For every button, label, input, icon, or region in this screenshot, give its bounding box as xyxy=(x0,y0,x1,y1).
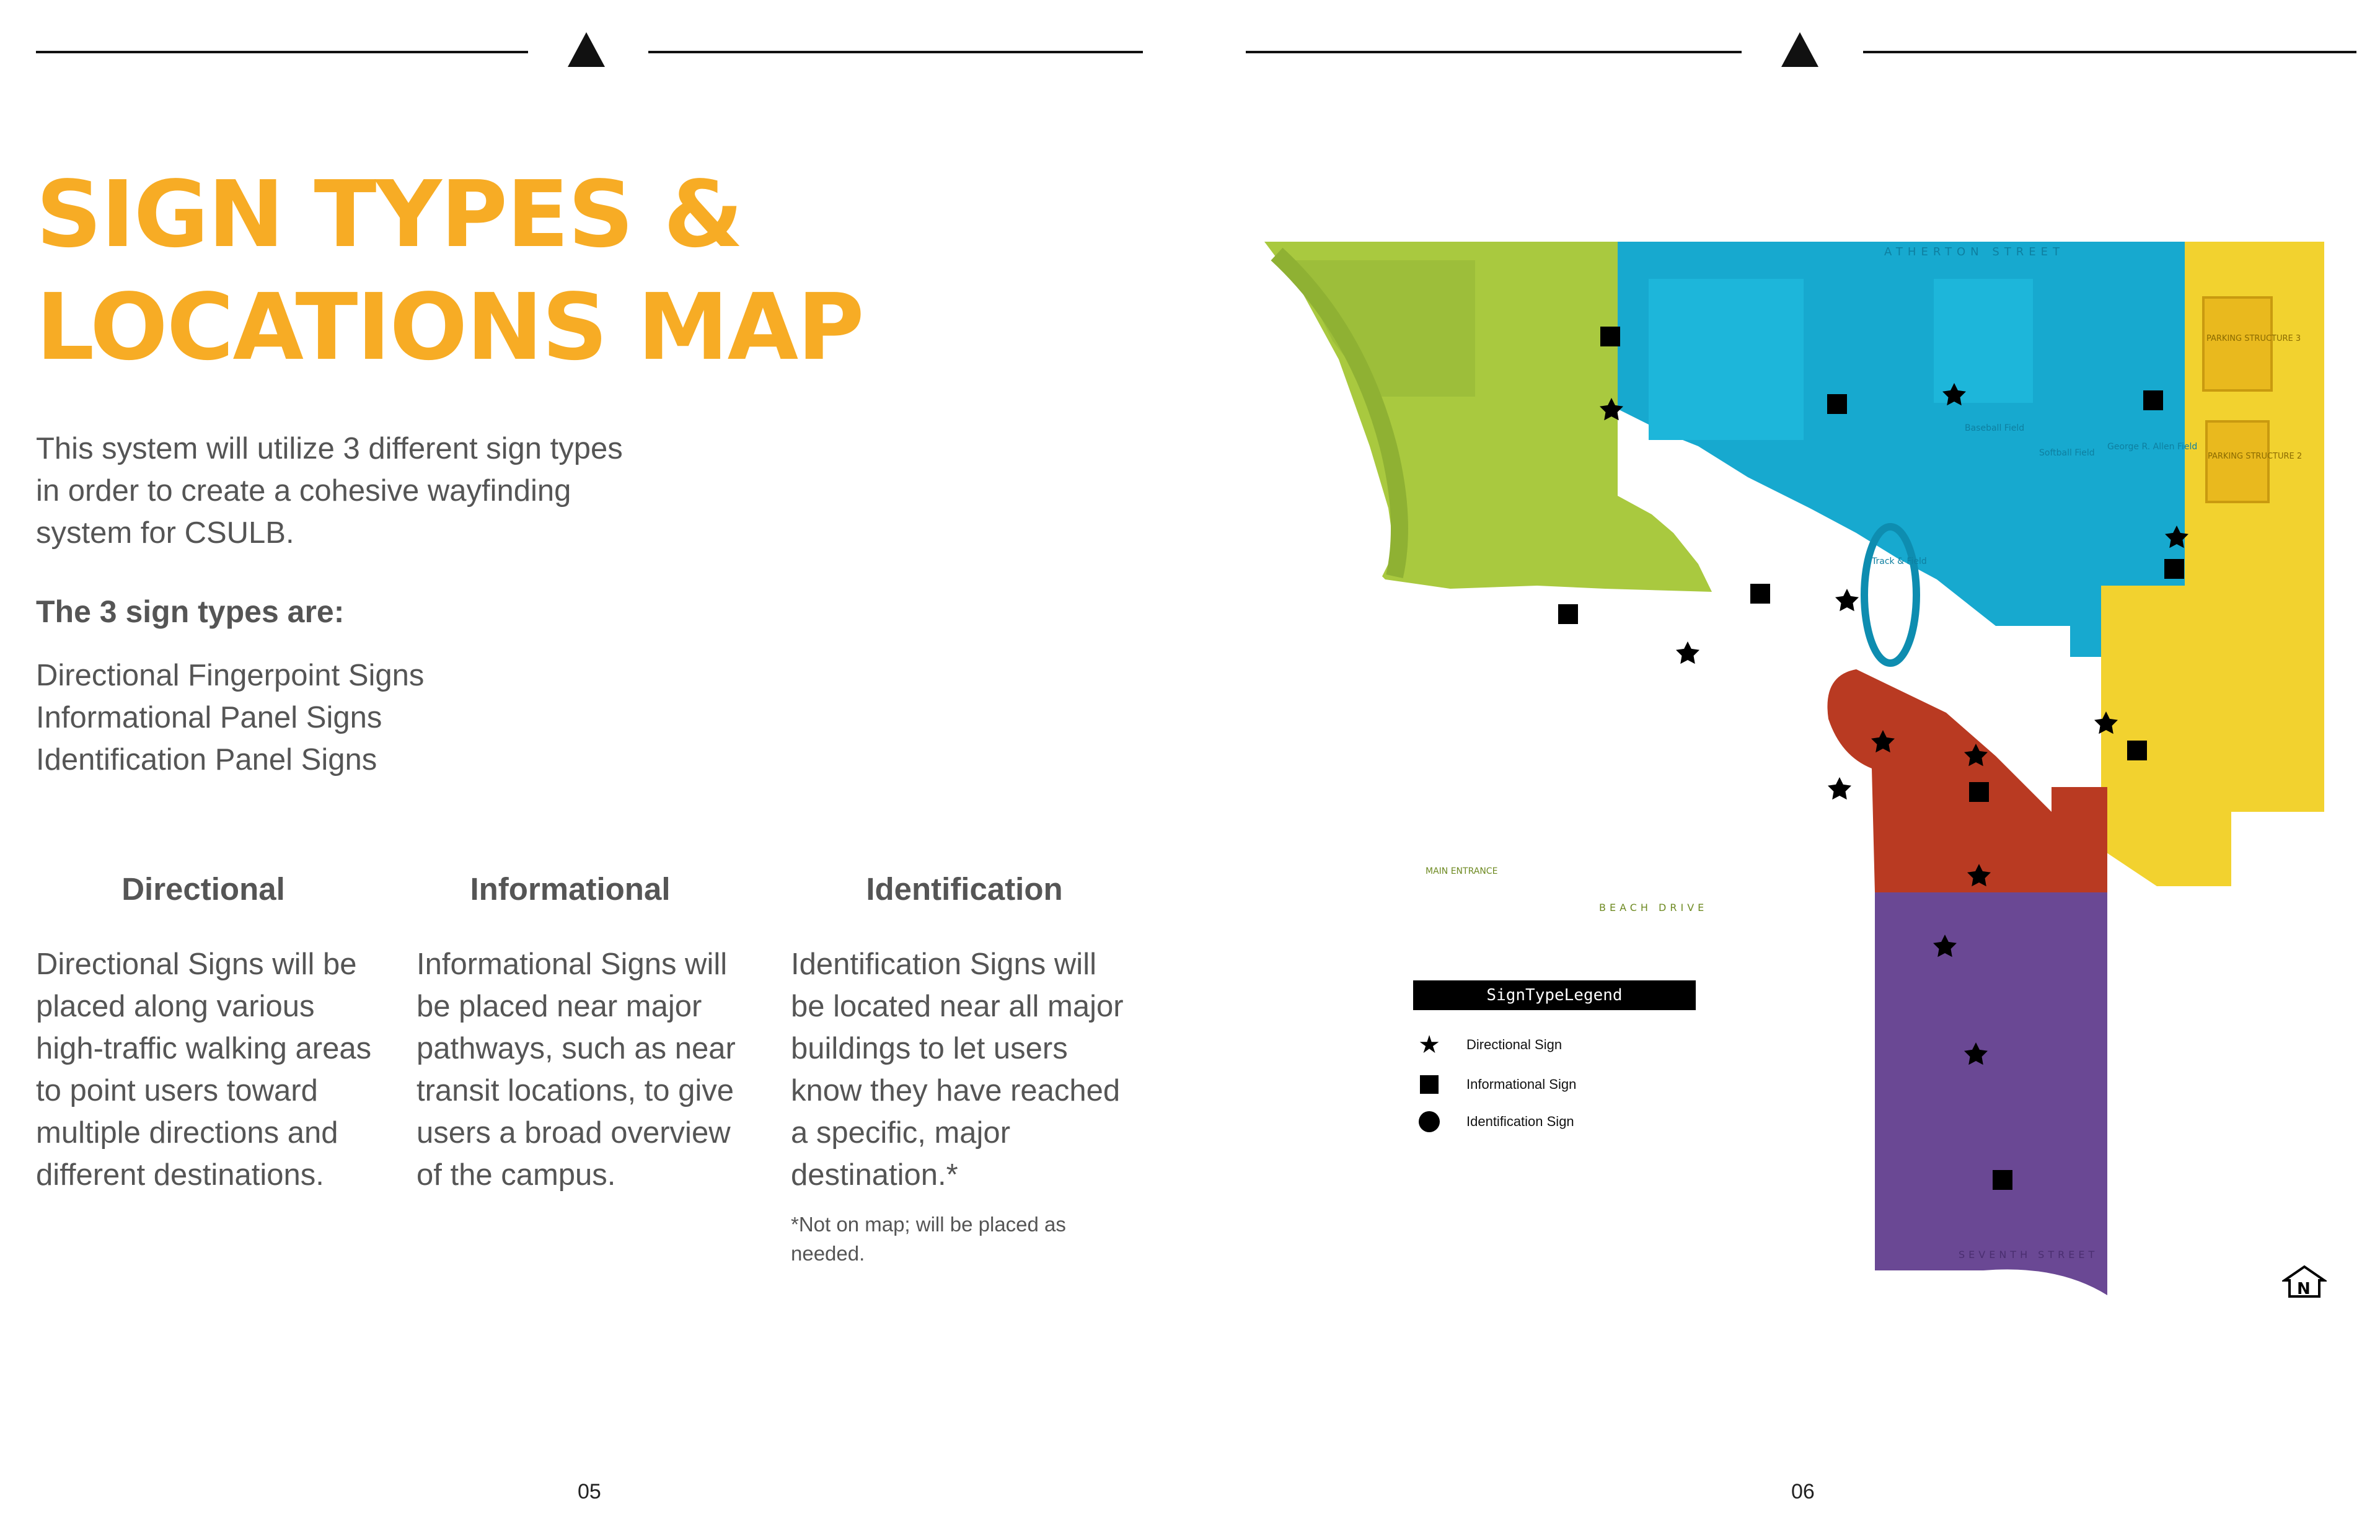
body-line: Informational Signs will xyxy=(416,948,728,981)
body-line: placed along various xyxy=(36,990,315,1023)
body-line: multiple directions and xyxy=(36,1116,338,1150)
title-line-2: LOCATIONS MAP xyxy=(36,274,863,381)
body-line: a specific, major xyxy=(791,1116,1011,1150)
map-parking-lot xyxy=(1934,279,2033,403)
column-title-identification: Identification xyxy=(866,871,1063,907)
body-line: be located near all major xyxy=(791,990,1124,1023)
footnote-line: needed. xyxy=(791,1242,865,1265)
map-label-george: George R. Allen Field xyxy=(2107,442,2198,452)
legend-item-directional xyxy=(1417,1032,1562,1057)
legend-item-identification xyxy=(1417,1109,1574,1134)
body-line: Directional Signs will be xyxy=(36,948,357,981)
square-icon xyxy=(1417,1072,1442,1097)
top-rule-left-a xyxy=(36,51,528,53)
informational-sign-marker xyxy=(1600,327,1620,346)
legend-item-informational xyxy=(1417,1072,1576,1097)
title-line-1: SIGN TYPES & xyxy=(36,161,743,268)
star-icon: ★ xyxy=(1418,1031,1440,1058)
map-parking-structure-3 xyxy=(2203,297,2272,390)
informational-sign-marker xyxy=(1827,394,1847,414)
top-rule-left-b xyxy=(648,51,1143,53)
north-arrow-icon xyxy=(2282,1264,2327,1299)
body-line: pathways, such as near xyxy=(416,1032,736,1065)
column-body-identification xyxy=(791,943,1163,1196)
map-label-parking-2: PARKING STRUCTURE 2 xyxy=(2208,452,2303,461)
body-line: to point users toward xyxy=(36,1074,318,1107)
legend-label: Directional Sign xyxy=(1466,1037,1562,1052)
sign-type-item: Informational Panel Signs xyxy=(36,701,382,734)
page-title xyxy=(36,158,904,384)
campus-map xyxy=(1264,242,2343,1308)
map-label-softball: Softball Field xyxy=(2039,448,2095,458)
map-lawn xyxy=(1292,260,1475,397)
map-zone-red xyxy=(1827,669,2107,892)
body-line: destination.* xyxy=(791,1158,958,1192)
informational-sign-marker xyxy=(2143,390,2163,410)
informational-sign-marker xyxy=(1993,1170,2012,1190)
body-line: buildings to let users xyxy=(791,1032,1068,1065)
map-label-beach: BEACH DRIVE xyxy=(1599,902,1708,913)
directional-sign-marker xyxy=(1676,641,1699,664)
intro-line: in order to create a cohesive wayfinding xyxy=(36,474,571,508)
footnote xyxy=(791,1210,1138,1268)
legend-title: SignTypeLegend xyxy=(1413,980,1696,1010)
body-line: know they have reached xyxy=(791,1074,1121,1107)
map-zone-purple xyxy=(1875,892,2107,1295)
map-label-seventh: SEVENTH STREET xyxy=(1959,1249,2099,1261)
intro-paragraph xyxy=(36,428,656,554)
intro-line: system for CSULB. xyxy=(36,516,294,550)
column-title-informational: Informational xyxy=(470,871,671,907)
north-label: N xyxy=(2297,1280,2311,1298)
legend-label: Identification Sign xyxy=(1466,1114,1574,1129)
map-parking-lot xyxy=(1649,279,1804,440)
directional-sign-marker xyxy=(1835,589,1859,611)
informational-sign-marker xyxy=(1558,604,1578,624)
body-line: different destinations. xyxy=(36,1158,324,1192)
body-line: Identification Signs will xyxy=(791,948,1096,981)
map-label-main-entrance: MAIN ENTRANCE xyxy=(1426,866,1498,876)
map-label-parking-3: PARKING STRUCTURE 3 xyxy=(2206,334,2301,343)
informational-sign-marker xyxy=(1969,782,1989,802)
intro-line: This system will utilize 3 different sign types xyxy=(36,432,623,465)
top-rule-right-a xyxy=(1246,51,1742,53)
top-rule-right-b xyxy=(1863,51,2356,53)
sign-types-heading: The 3 sign types are: xyxy=(36,594,345,629)
column-title-directional: Directional xyxy=(121,871,285,907)
triangle-icon xyxy=(1781,32,1818,67)
column-body-informational xyxy=(416,943,788,1196)
map-label-track: Track & Field xyxy=(1872,557,1927,566)
legend-label: Informational Sign xyxy=(1466,1076,1577,1092)
circle-icon xyxy=(1417,1109,1442,1134)
footnote-line: *Not on map; will be placed as xyxy=(791,1213,1066,1236)
sign-type-item: Directional Fingerpoint Signs xyxy=(36,659,425,692)
body-line: high-traffic walking areas xyxy=(36,1032,372,1065)
sign-types-list xyxy=(36,654,424,781)
sign-type-item: Identification Panel Signs xyxy=(36,743,377,777)
column-body-directional xyxy=(36,943,408,1196)
informational-sign-marker xyxy=(2164,559,2184,579)
map-parking-structure-2 xyxy=(2206,421,2268,502)
body-line: of the campus. xyxy=(416,1158,616,1192)
map-label-baseball: Baseball Field xyxy=(1965,423,2025,433)
body-line: transit locations, to give xyxy=(416,1074,734,1107)
informational-sign-marker xyxy=(2127,741,2147,760)
directional-sign-marker xyxy=(1828,777,1851,799)
body-line: users a broad overview xyxy=(416,1116,731,1150)
map-label-atherton: ATHERTON STREET xyxy=(1884,245,2065,258)
page-number-right: 06 xyxy=(1791,1480,1815,1503)
triangle-icon xyxy=(568,32,605,67)
body-line: be placed near major xyxy=(416,990,702,1023)
page-number-left: 05 xyxy=(578,1480,601,1503)
informational-sign-marker xyxy=(1750,584,1770,604)
